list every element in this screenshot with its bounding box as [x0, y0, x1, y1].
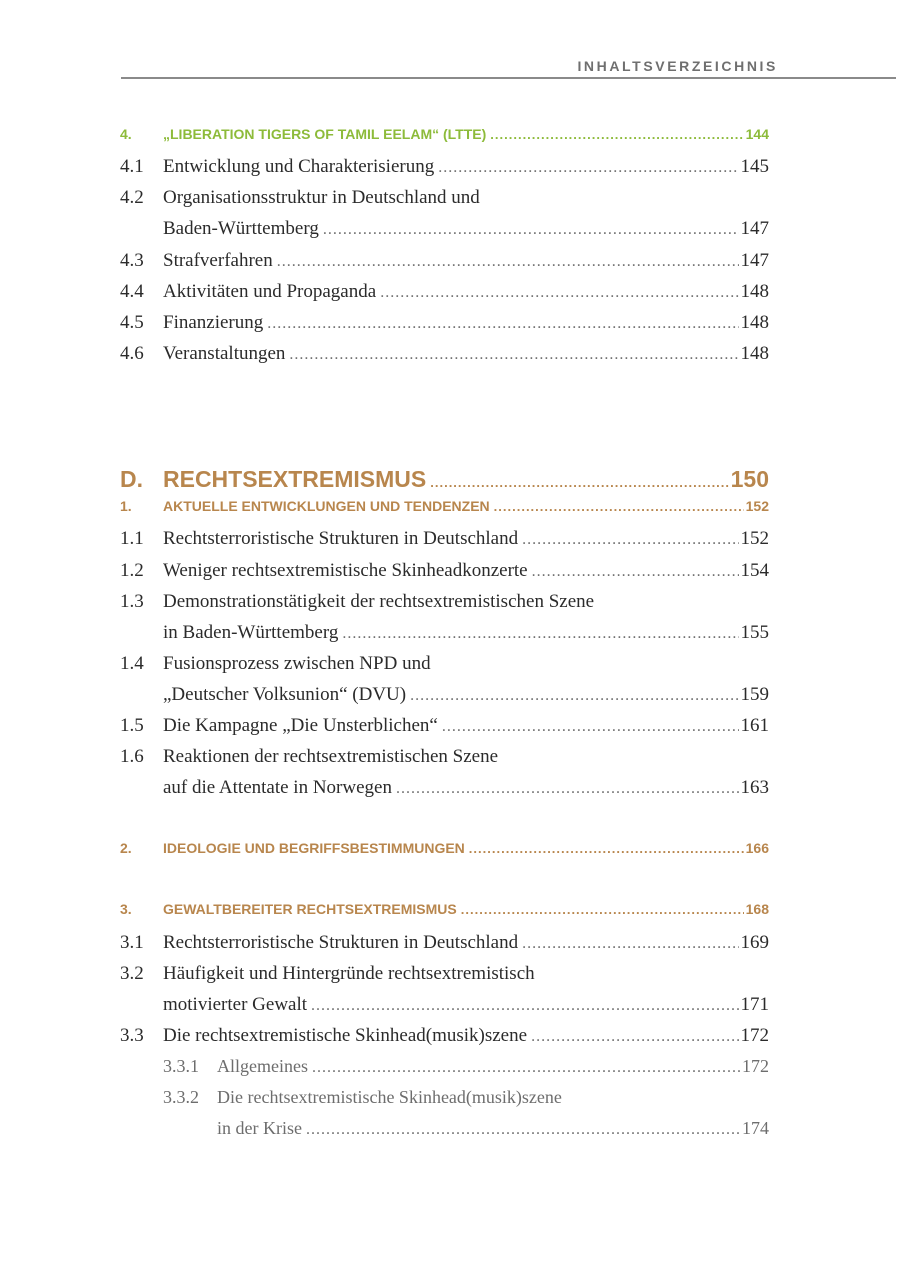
toc-page-number: 174: [742, 1118, 769, 1138]
dot-leader: [522, 531, 738, 549]
toc-title: Die rechtsextremistische Skinhead(musik)szene: [217, 1087, 562, 1107]
dot-leader: [342, 625, 738, 643]
toc-title: Reaktionen der rechtsextremistischen Szene: [163, 746, 499, 767]
dot-leader: [267, 315, 738, 333]
dot-leader: [380, 284, 738, 302]
dot-leader: [289, 346, 738, 364]
toc-page-number: 152: [745, 498, 769, 514]
toc-page-number: 161: [740, 715, 769, 736]
toc-page-number: 148: [740, 312, 769, 333]
dot-leader: [494, 499, 744, 514]
dot-leader: [311, 997, 738, 1015]
toc-title: „Deutscher Volksunion“ (DVU): [163, 684, 407, 705]
toc-number: 1.1: [120, 528, 144, 549]
toc-number: 3.2: [120, 963, 144, 984]
toc-title: Die rechtsextremistische Skinhead(musik)szene: [163, 1025, 528, 1046]
toc-title: Demonstrationstätigkeit der rechtsextremistischen Szene: [163, 591, 595, 612]
dot-leader: [490, 127, 743, 142]
dot-leader: [410, 687, 738, 705]
toc-page-number: 172: [742, 1056, 769, 1076]
toc-title: Organisationsstruktur in Deutschland und: [163, 187, 480, 208]
toc-title: Aktivitäten und Propaganda: [163, 281, 377, 302]
toc-number: 1.3: [120, 591, 144, 612]
dot-leader: [430, 475, 728, 490]
toc-number: 3.3: [120, 1025, 144, 1046]
dot-leader: [277, 253, 739, 271]
toc-title: in der Krise: [217, 1118, 302, 1138]
toc-number: 1.6: [120, 746, 144, 767]
toc-page-number: 152: [740, 528, 769, 549]
toc-number: 4.1: [120, 156, 144, 177]
dot-leader: [323, 221, 739, 239]
toc-number: 3.: [120, 901, 132, 917]
dot-leader: [396, 780, 739, 798]
toc-title: Entwicklung und Charakterisierung: [163, 156, 435, 177]
toc-title: Weniger rechtsextremistische Skinheadkonzerte: [163, 560, 528, 581]
dot-leader: [522, 935, 738, 953]
toc-page-number: 147: [740, 218, 769, 239]
toc-title: Finanzierung: [163, 312, 264, 333]
toc-page-number: 148: [740, 281, 769, 302]
toc-number: 4.3: [120, 250, 144, 271]
toc-title: „LIBERATION TIGERS OF TAMIL EELAM“ (LTTE): [163, 126, 487, 142]
toc-page-number: 150: [730, 466, 769, 492]
toc-page-number: 166: [745, 840, 769, 856]
toc-page-number: 168: [745, 901, 769, 917]
toc-page-number: 163: [740, 777, 769, 798]
toc-title: IDEOLOGIE UND BEGRIFFSBESTIMMUNGEN: [163, 840, 465, 856]
dot-leader: [306, 1121, 740, 1139]
toc-page-number: 154: [740, 560, 769, 581]
toc-number: D.: [120, 466, 143, 492]
toc-number: 4.4: [120, 281, 144, 302]
toc-number: 1.2: [120, 560, 144, 581]
toc-number: 3.3.1: [163, 1056, 199, 1076]
toc-number: 1.4: [120, 653, 144, 674]
toc-number: 3.1: [120, 932, 144, 953]
toc-page-number: 144: [745, 126, 769, 142]
toc-title: Rechtsterroristische Strukturen in Deutschland: [163, 528, 519, 549]
toc-page-number: 171: [740, 994, 769, 1015]
toc-page-number: 159: [740, 684, 769, 705]
toc-title: Veranstaltungen: [163, 343, 286, 364]
dot-leader: [312, 1059, 740, 1077]
toc-title: Baden-Württemberg: [163, 218, 319, 239]
toc-number: 4.2: [120, 187, 144, 208]
dot-leader: [469, 841, 744, 856]
dot-leader: [442, 718, 739, 736]
toc-title: AKTUELLE ENTWICKLUNGEN UND TENDENZEN: [163, 498, 490, 514]
dot-leader: [532, 563, 739, 581]
toc-title: auf die Attentate in Norwegen: [163, 777, 392, 798]
toc-page-number: 169: [740, 932, 769, 953]
dot-leader: [438, 159, 738, 177]
toc-title: in Baden-Württemberg: [163, 622, 339, 643]
toc-title: Fusionsprozess zwischen NPD und: [163, 653, 431, 674]
toc-title: Allgemeines: [217, 1056, 308, 1076]
toc-title: GEWALTBEREITER RECHTSEXTREMISMUS: [163, 901, 457, 917]
toc-page-number: 147: [740, 250, 769, 271]
dot-leader: [461, 902, 744, 917]
toc-number: 4.: [120, 126, 132, 142]
toc-page-number: 172: [740, 1025, 769, 1046]
toc-title: Strafverfahren: [163, 250, 273, 271]
toc-title: Häufigkeit und Hintergründe rechtsextremistisch: [163, 963, 535, 984]
header-title: INHALTSVERZEICHNIS: [577, 58, 778, 74]
toc-title: motivierter Gewalt: [163, 994, 308, 1015]
toc-title: Die Kampagne „Die Unsterblichen“: [163, 715, 438, 736]
toc-number: 4.5: [120, 312, 144, 333]
toc-number: 2.: [120, 840, 132, 856]
toc-page-number: 155: [740, 622, 769, 643]
toc-title: Rechtsterroristische Strukturen in Deutschland: [163, 932, 519, 953]
toc-page-number: 148: [740, 343, 769, 364]
dot-leader: [531, 1028, 738, 1046]
toc-number: 1.5: [120, 715, 144, 736]
toc-number: 3.3.2: [163, 1087, 199, 1107]
toc-number: 1.: [120, 498, 132, 514]
toc-number: 4.6: [120, 343, 144, 364]
toc-title: RECHTSEXTREMISMUS: [163, 466, 427, 492]
toc-page-number: 145: [740, 156, 769, 177]
